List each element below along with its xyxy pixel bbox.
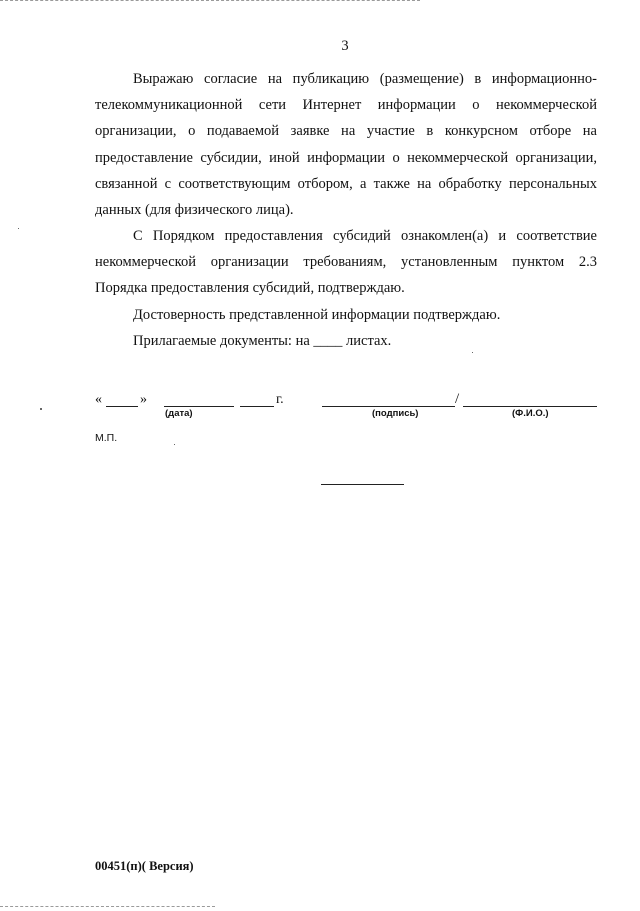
day-blank-line: [106, 406, 138, 407]
scan-edge-line-bottom: [0, 906, 215, 907]
name-blank-line: [463, 406, 597, 407]
separator-line: [321, 484, 404, 485]
consent-paragraph-text: Выражаю согласие на публикацию (размещение) в информационно-телекоммуникационной сети Интернет информации о некоммерческой организации, о подаваемой заявке на участие в конкурсном отборе на предоставление субсидии, иной информации о некоммерческой организации, связанной с соответствующим отбором, а также на обработку персональных данных (для физического лица).: [95, 71, 597, 219]
signature-caption: (подпись): [372, 408, 419, 419]
month-blank-line: [164, 406, 234, 407]
scan-edge-line-top: [0, 0, 420, 1]
signature-separator-slash: /: [455, 391, 460, 407]
page-number: 3: [341, 38, 349, 54]
reliability-paragraph: [95, 302, 597, 328]
stamp-label: М.П.: [95, 432, 118, 444]
signature-blank-line: [322, 406, 455, 407]
scan-speck: [18, 228, 19, 229]
footer-document-code: 00451(п)( Версия): [95, 859, 194, 873]
year-blank-line: [240, 406, 274, 407]
name-caption: (Ф.И.О.): [512, 408, 549, 419]
date-caption: (дата): [165, 408, 193, 419]
date-quote-open: «: [95, 392, 102, 407]
procedure-paragraph-text: С Порядком предоставления субсидий ознакомлен(а) и соответствие некоммерческой организации требованиям, установленным пунктом 2.3 Порядка предоставления субсидий, подтверждаю.: [95, 228, 597, 297]
date-quote-close: »: [140, 392, 147, 407]
consent-paragraph: [95, 66, 597, 223]
procedure-paragraph: [95, 223, 597, 302]
scan-speck: [174, 444, 175, 445]
reliability-paragraph-text: Достоверность представленной информации подтверждаю.: [133, 307, 501, 323]
attachments-paragraph-text: Прилагаемые документы: на ____ листах.: [133, 333, 392, 349]
scan-speck: [472, 352, 473, 353]
attachments-paragraph: [95, 328, 597, 354]
scan-speck: [40, 408, 42, 410]
year-suffix: г.: [276, 392, 284, 407]
